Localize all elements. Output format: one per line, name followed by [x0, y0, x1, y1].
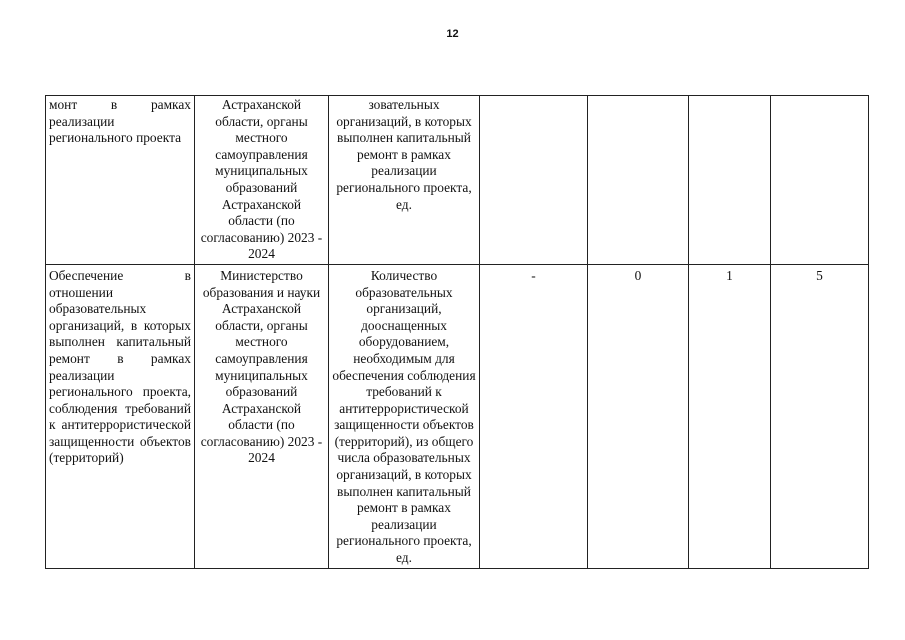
- indicator-cell: зовательных организаций, в которых выполнен капитальный ремонт в рамках реализации регионального проекта, ед.: [329, 96, 480, 265]
- event-cell: Обеспечение в отношении образовательных организаций, в которых выполнен капитальный ремонт в рамках реализации регионального проекта, соблюдения требований к антитеррористической защищенности объектов (территорий): [46, 264, 195, 568]
- program-table: [45, 95, 869, 569]
- executor-cell: Астраханской области, органы местного самоуправления муниципальных образований Астраханской области (по согласованию) 2023 - 2024: [195, 96, 329, 265]
- value-cell: [771, 96, 869, 265]
- value-cell: 5: [771, 264, 869, 568]
- value-cell: [588, 96, 689, 265]
- executor-cell: Министерство образования и науки Астраханской области, органы местного самоуправления муниципальных образований Астраханской области (по согласованию) 2023 - 2024: [195, 264, 329, 568]
- event-cell: монт в рамках реализации регионального проекта: [46, 96, 195, 265]
- table-row: [46, 264, 869, 568]
- value-cell: 1: [689, 264, 771, 568]
- table-row: [46, 96, 869, 265]
- value-cell: -: [480, 264, 588, 568]
- page-number: 12: [446, 28, 459, 40]
- value-cell: 0: [588, 264, 689, 568]
- value-cell: [689, 96, 771, 265]
- value-cell: [480, 96, 588, 265]
- indicator-cell: Количество образовательных организаций, дооснащенных оборудованием, необходимым для обеспечения соблюдения требований к антитеррористической защищенности объектов (территорий), из общего числа образовательных организаций, в которых выполнен капитальный ремонт в рамках реализации регионального проекта, ед.: [329, 264, 480, 568]
